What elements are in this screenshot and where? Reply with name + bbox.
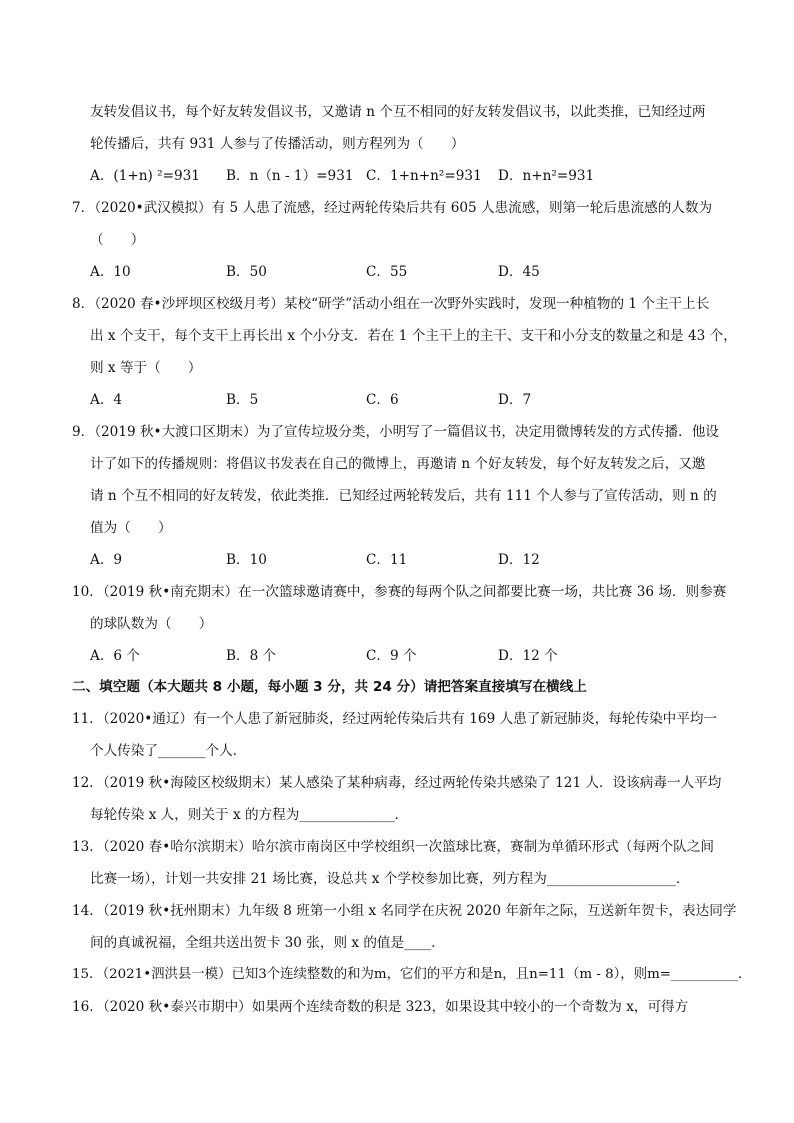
q9-option-d: D．12 [498,552,540,568]
q7-text-line-2: （ ） [90,232,145,248]
q10-option-d: D．12 个 [498,648,558,664]
q9-option-a: A．9 [90,552,123,568]
q7-option-c: C．55 [366,264,408,280]
q13-text-line-1: 13．（2020 春•哈尔滨期末）哈尔滨市南岗区中学校组织一次篮球比赛，赛制为单循环形式（每两个队之间 [72,839,714,855]
q9-text-line-3: 请 n 个互不相同的好友转发，依此类推．已知经过两轮转发后，共有 111 个人参与了宣传活动，则 n 的 [90,488,717,504]
q8-option-d: D．7 [498,392,532,408]
q11-text-line-1: 11．（2020•通辽）有一个人患了新冠肺炎，经过两轮传染后共有 169 人患了新冠肺炎，每轮传染中平均一 [72,711,718,727]
q7-text-line-1: 7．（2020•武汉模拟）有 5 人患了流感，经过两轮传染后共有 605 人患流感，则第一轮后患流感的人数为 [72,200,713,216]
q12-text-line-1: 12．（2019 秋•海陵区校级期末）某人感染了某种病毒，经过两轮传染共感染了 121 人．设该病毒一人平均 [72,775,722,791]
q16-text-line-1: 16．（2020 秋•泰兴市期中）如果两个连续奇数的积是 323，如果设其中较小的一个奇数为 x，可得方 [72,999,689,1015]
q8-options [90,390,730,410]
q8-option-b: B．5 [226,392,259,408]
q14-text-line-2: 间的真诚祝福，全组共送出贺卡 30 张，则 x 的值是____． [90,935,445,951]
q8-text-line-2: 出 x 个支干，每个支干上再长出 x 个小分支．若在 1 个主干上的主干、支干和小分支的数量之和是 43 个， [90,328,737,344]
q11-text-line-2: 个人传染了_______个人． [90,743,247,759]
q10-option-c: C．9 个 [366,648,417,664]
q6-text-line-1: 友转发倡议书，每个好友转发倡议书，又邀请 n 个互不相同的好友转发倡议书，以此类推，已知经过两 [90,104,706,120]
q15-text-line-1: 15．（2021•泗洪县一模）已知3个连续整数的和为m，它们的平方和是n，且n=11（m - 8），则m=__________． [72,967,752,982]
q6-option-c: C．1+n+n²=931 [366,168,482,184]
q7-option-b: B．50 [226,264,267,280]
q10-option-b: B．8 个 [226,648,277,664]
q14-text-line-1: 14．（2019 秋•抚州期末）九年级 8 班第一小组 x 名同学在庆祝 2020 年新年之际，互送新年贺卡，表达同学 [72,903,737,919]
q7-option-a: A．10 [90,264,131,280]
q9-option-c: C．11 [366,552,408,568]
q8-option-a: A．4 [90,392,123,408]
q9-options [90,550,730,570]
q10-option-a: A．6 个 [90,648,140,664]
q10-text-line-2: 的球队数为（ ） [90,616,213,632]
section-heading-fill-in: 二、填空题（本大题共 8 小题，每小题 3 分，共 24 分）请把答案直接填写在横线上 [72,679,587,695]
q8-text-line-3: 则 x 等于（ ） [90,360,202,376]
q6-option-d: D．n+n²=931 [498,168,595,184]
q8-option-c: C．6 [366,392,399,408]
q6-option-a: A．(1+n) ²=931 [90,168,200,184]
q8-text-line-1: 8．（2020 春•沙坪坝区校级月考）某校“研学”活动小组在一次野外实践时，发现一种植物的 1 个主干上长 [72,296,710,312]
q7-option-d: D．45 [498,264,540,280]
q6-option-b: B．n（n - 1）=931 [226,168,354,184]
q13-text-line-2: 比赛一场），计划一共安排 21 场比赛，设总共 x 个学校参加比赛，列方程为___________________． [90,871,690,887]
q10-text-line-1: 10．（2019 秋•南充期末）在一次篮球邀请赛中，参赛的每两个队之间都要比赛一场，共比赛 36 场．则参赛 [72,584,727,600]
q9-text-line-2: 计了如下的传播规则：将倡议书发表在自己的微博上，再邀请 n 个好友转发，每个好友转发之后，又邀 [90,456,706,472]
q7-options [90,262,730,282]
q6-options [90,166,730,186]
q12-text-line-2: 每轮传染 x 人，则关于 x 的方程为______________． [90,807,409,823]
q9-option-b: B．10 [226,552,267,568]
q9-text-line-1: 9．（2019 秋•大渡口区期末）为了宣传垃圾分类，小明写了一篇倡议书，决定用微博转发的方式传播．他设 [72,424,719,440]
q10-options [90,646,730,666]
q6-text-line-2: 轮传播后，共有 931 人参与了传播活动，则方程列为（ ） [90,136,465,152]
q9-text-line-4: 值为（ ） [90,520,172,536]
